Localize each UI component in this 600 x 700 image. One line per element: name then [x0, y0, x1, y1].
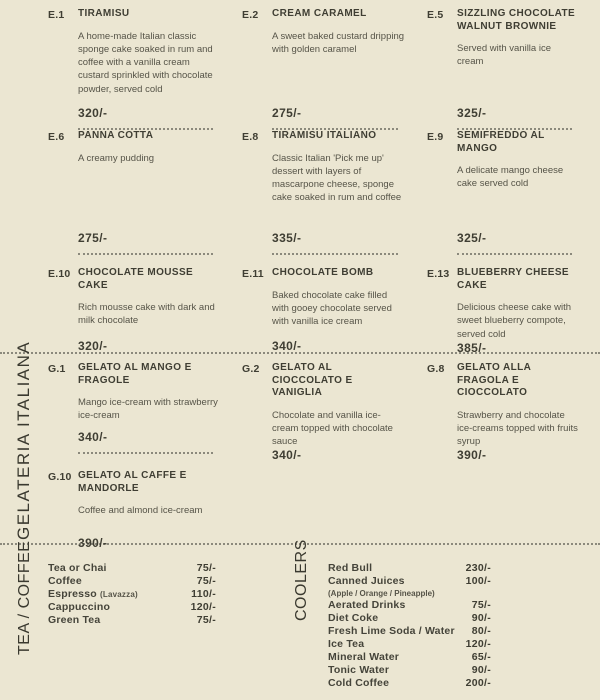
- item-description: A home-made Italian classic sponge cake soaked in rum and coffee with a vanilla cream custard sprinkled with chocolate powder, served cold: [78, 30, 213, 95]
- tea-coffee-section-label: TEA / COFFEE: [16, 540, 33, 655]
- item-description: Classic Italian 'Pick me up' dessert with layers of mascarpone cheese, sponge cake soaked in rum and coffee: [272, 152, 402, 204]
- item-sub-note: (Apple / Orange / Pineapple): [328, 589, 435, 598]
- item-description: A creamy pudding: [78, 152, 155, 164]
- item-title: GELATO AL MANGO E FRAGOLE: [78, 362, 192, 386]
- item-code: E.2: [242, 9, 259, 21]
- menu-item-e9: [427, 130, 600, 255]
- menu-item-e10: [48, 267, 242, 353]
- item-code: G.1: [48, 363, 66, 375]
- item-price: 275/-: [78, 231, 108, 245]
- item-price: 275/-: [272, 106, 302, 120]
- item-code: G.2: [242, 363, 260, 375]
- item-price: 325/-: [457, 106, 487, 120]
- item-description: Served with vanilla ice cream: [457, 43, 551, 68]
- item-price: 100/-: [465, 575, 491, 587]
- item-description: Mango ice-cream with strawberry ice-cream: [78, 397, 218, 422]
- item-price: 390/-: [457, 448, 487, 463]
- item-code: E.10: [48, 268, 71, 280]
- item-title: BLUEBERRY CHEESE CAKE: [457, 267, 569, 291]
- item-price: 90/-: [471, 664, 491, 676]
- item-code: E.9: [427, 131, 444, 143]
- item-name: Red Bull: [328, 562, 373, 574]
- item-price: 80/-: [471, 625, 491, 637]
- item-description: Rich mousse cake with dark and milk chocolate: [78, 302, 215, 327]
- list-item: [328, 664, 491, 677]
- item-title: GELATO AL CIOCCOLATO E VANIGLIA: [272, 362, 353, 398]
- gelateria-section: [0, 352, 600, 550]
- item-title: GELATO ALLA FRAGOLA E CIOCCOLATO: [457, 362, 531, 398]
- item-description: A delicate mango cheese cake served cold: [457, 165, 564, 190]
- menu-item-e1: [48, 8, 242, 130]
- list-item: [328, 612, 491, 625]
- item-price: 385/-: [457, 340, 487, 355]
- list-item: [328, 599, 491, 612]
- item-name: Diet Coke: [328, 612, 379, 624]
- item-price: 120/-: [190, 601, 216, 613]
- item-price: 65/-: [471, 651, 491, 663]
- menu-item-e11: [242, 267, 427, 353]
- menu-item-e2: [242, 8, 427, 130]
- desserts-row-1: [0, 8, 600, 130]
- item-name: Cappuccino: [48, 601, 111, 613]
- item-code: G.10: [48, 471, 72, 483]
- item-name: Espresso (Lavazza): [48, 588, 138, 600]
- list-item: [328, 575, 491, 588]
- menu-item-e5: [427, 8, 600, 130]
- item-title: SEMIFREDDO AL MANGO: [457, 130, 545, 154]
- desserts-section: [0, 8, 600, 353]
- dotted-separator: [457, 253, 572, 255]
- menu-item-e13: [427, 267, 600, 353]
- item-name: Cold Coffee: [328, 677, 390, 689]
- item-price: 340/-: [78, 430, 108, 444]
- dotted-separator: [78, 253, 213, 255]
- menu-item-g8: [427, 362, 600, 463]
- gelateria-row-2: [0, 454, 600, 550]
- item-name: Aerated Drinks: [328, 599, 406, 611]
- gelateria-row-1: [0, 354, 600, 463]
- list-item: [48, 588, 216, 601]
- list-item: [48, 575, 216, 588]
- item-name: Mineral Water: [328, 651, 400, 663]
- item-description: A sweet baked custard dripping with golden caramel: [272, 30, 405, 55]
- coolers-list: [328, 562, 491, 690]
- list-item: [328, 651, 491, 664]
- item-price: 335/-: [272, 231, 302, 245]
- item-title: TIRAMISU: [78, 8, 130, 19]
- item-description: Chocolate and vanilla ice-cream topped with chocolate sauce: [272, 409, 393, 448]
- item-price: 75/-: [196, 562, 216, 574]
- item-price: 75/-: [471, 599, 491, 611]
- item-price: 340/-: [272, 339, 302, 353]
- item-price: 320/-: [78, 339, 108, 353]
- item-title: CHOCOLATE MOUSSE CAKE: [78, 267, 194, 291]
- item-title: PANNA COTTA: [78, 130, 154, 141]
- item-code: E.13: [427, 268, 450, 280]
- item-price: 200/-: [465, 677, 491, 689]
- item-title: SIZZLING CHOCOLATE WALNUT BROWNIE: [457, 8, 576, 32]
- item-price: 340/-: [272, 448, 302, 463]
- coolers-section-label: COOLERS: [293, 539, 310, 621]
- item-description: Delicious cheese cake with sweet blueberry compote, served cold: [457, 302, 572, 340]
- dotted-separator: [272, 253, 398, 255]
- item-price: 75/-: [196, 614, 216, 626]
- item-price: 120/-: [465, 638, 491, 650]
- item-price: 390/-: [78, 536, 108, 550]
- gelateria-section-label: GELATERIA ITALIANA: [14, 340, 33, 540]
- desserts-row-2: [0, 130, 600, 255]
- item-name: Green Tea: [48, 614, 101, 626]
- menu-item-g1: [48, 362, 242, 454]
- list-item: [328, 562, 491, 575]
- item-name: Canned Juices: [328, 575, 405, 587]
- item-name: Tonic Water: [328, 664, 390, 676]
- menu-item-e8: [242, 130, 427, 255]
- item-code: E.6: [48, 131, 65, 143]
- dotted-separator: [78, 452, 213, 454]
- item-price: 90/-: [471, 612, 491, 624]
- menu-item-g10: [48, 470, 242, 550]
- item-description: Strawberry and chocolate ice-creams topped with fruits syrup: [457, 409, 578, 448]
- list-item: [48, 614, 216, 627]
- item-title: CREAM CARAMEL: [272, 8, 367, 19]
- list-item: [328, 625, 491, 638]
- item-code: G.8: [427, 363, 445, 375]
- item-code: E.11: [242, 268, 264, 280]
- item-name: Tea or Chai: [48, 562, 107, 574]
- item-note: (Lavazza): [100, 590, 138, 599]
- item-name: Ice Tea: [328, 638, 365, 650]
- item-price: 110/-: [191, 588, 216, 600]
- item-price: 320/-: [78, 106, 108, 120]
- item-name: Coffee: [48, 575, 82, 587]
- list-item: [48, 562, 216, 575]
- item-name: Fresh Lime Soda / Water: [328, 625, 455, 637]
- menu-item-e6: [48, 130, 242, 255]
- list-item: [328, 677, 491, 690]
- item-code: E.1: [48, 9, 65, 21]
- item-price: 325/-: [457, 231, 487, 245]
- item-description: Baked chocolate cake filled with gooey chocolate served with vanilla ice cream: [272, 289, 392, 328]
- item-price: 75/-: [196, 575, 216, 587]
- tea-coffee-list: [48, 562, 216, 627]
- item-title: GELATO AL CAFFE E MANDORLE: [78, 470, 187, 494]
- item-title: TIRAMISU ITALIANO: [272, 130, 377, 141]
- list-item: [328, 638, 491, 651]
- menu-item-g2: [242, 362, 427, 463]
- list-item: [48, 601, 216, 614]
- item-description: Coffee and almond ice-cream: [78, 505, 203, 516]
- desserts-row-3: [0, 267, 600, 353]
- item-code: E.5: [427, 9, 444, 21]
- item-code: E.8: [242, 131, 259, 143]
- item-price: 230/-: [465, 562, 491, 574]
- item-title: CHOCOLATE BOMB: [272, 267, 374, 278]
